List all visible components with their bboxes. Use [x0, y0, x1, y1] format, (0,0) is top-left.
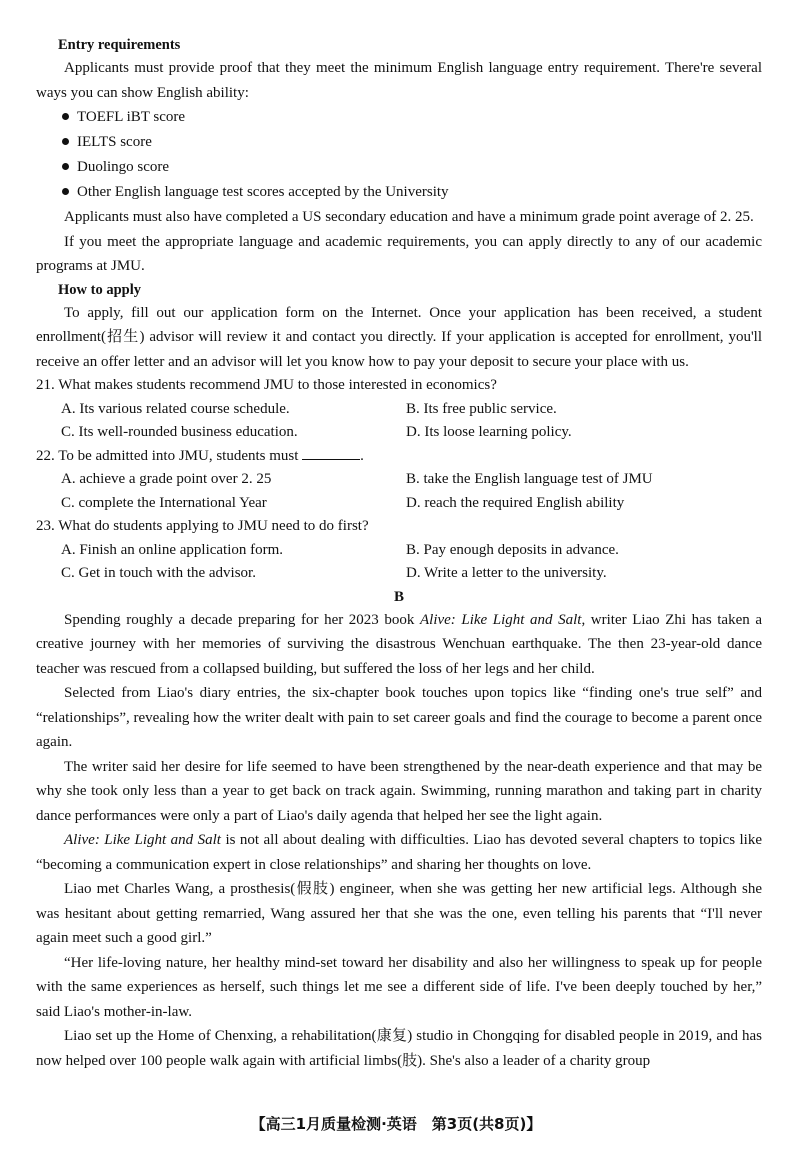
option-d: D. Write a letter to the university. — [406, 565, 607, 581]
passage-b-paragraph-7: Liao set up the Home of Chenxing, a rehabilitation(康复) studio in Chongqing for disabled people in 2019, and has now helped over 100 people walk again with artificial limbs(肢). She's also a leader of a charity group — [36, 1028, 762, 1069]
option-c: C. Get in touch with the advisor. — [61, 565, 256, 581]
passage-b-paragraph-5: Liao met Charles Wang, a prosthesis(假肢) engineer, when she was getting her new artificial legs. Although she was hesitant about getting remarried, Wang assured her that she was the one, even telling his parents that “I'll never again meet such a good girl.” — [36, 881, 762, 946]
bullet-icon — [62, 188, 69, 195]
list-item: Duolingo score — [62, 155, 762, 180]
option-a: A. Its various related course schedule. — [61, 400, 290, 417]
option-d: D. Its loose learning policy. — [406, 424, 572, 440]
options — [36, 398, 762, 445]
option-b: B. Its free public service. — [406, 400, 557, 417]
apply-paragraph: To apply, fill out our application form on the Internet. Once your application has been received, a student enrollment(招生) advisor will review it and contact you directly. If your application is accepted for enrollment, you'll receive an offer letter and an advisor will let you know how to pay your deposit to secure your place with us. — [36, 304, 762, 370]
option-b: B. take the English language test of JMU — [406, 471, 653, 487]
bullet-icon — [62, 163, 69, 170]
options — [36, 539, 762, 586]
question-stem: 21. What makes students recommend JMU to those interested in economics? — [36, 377, 497, 393]
answer-blank — [302, 445, 360, 460]
book-title: Alive: Like Light and Salt — [64, 832, 221, 848]
entry-paragraph-apply-directly: If you meet the appropriate language and academic requirements, you can apply directly to any of our academic programs at JMU. — [36, 233, 762, 274]
bullet-icon — [62, 138, 69, 145]
question-21 — [36, 374, 762, 445]
passage-b-paragraph-3: The writer said her desire for life seemed to have been strengthened by the near-death experience and that may be why she took only less than a year to get back on track again. Swimming, running marathon and taking part in charity dance performances were only a part of Liao's daily agenda that helped her see the light again. — [36, 758, 762, 824]
page-footer: 【高三1月质量检测·英语 第3页(共8页)】 — [250, 1115, 542, 1133]
entry-paragraph-gpa: Applicants must also have completed a US secondary education and have a minimum grade point average of 2. 25. — [64, 209, 754, 225]
entry-requirements-heading: Entry requirements — [58, 37, 181, 53]
option-a: A. Finish an online application form. — [61, 541, 284, 558]
list-item: Other English language test scores accepted by the University — [62, 180, 762, 205]
list-item: TOEFL iBT score — [62, 105, 762, 130]
how-to-apply-heading: How to apply — [58, 281, 141, 298]
option-c: C. complete the International Year — [61, 494, 267, 511]
question-23 — [36, 515, 762, 586]
option-d: D. reach the required English ability — [406, 494, 625, 511]
entry-intro: Applicants must provide proof that they meet the minimum English language entry requirement. There're several ways you can show English ability: — [36, 60, 762, 101]
section-b-letter: B — [393, 588, 404, 605]
passage-b-paragraph-2: Selected from Liao's diary entries, the six-chapter book touches upon topics like “finding one's true self” and “relationships”, revealing how the writer dealt with pain to set career goals and find the courage to become a parent once again. — [36, 685, 762, 750]
test-score-list — [36, 105, 762, 205]
list-item: IELTS score — [62, 130, 762, 155]
passage-b-paragraph-6: “Her life-loving nature, her healthy mind-set toward her disability and also her willingness to speak up for people with the same experiences as herself, such things let me see a different side of life. I've been deeply touched by her,” said Liao's mother-in-law. — [36, 954, 762, 1020]
options — [36, 468, 762, 515]
option-c: C. Its well-rounded business education. — [61, 424, 298, 440]
option-a: A. achieve a grade point over 2. 25 — [61, 471, 272, 487]
question-stem: 23. What do students applying to JMU need to do first? — [36, 518, 369, 534]
passage-b-paragraph-1: Spending roughly a decade preparing for her 2023 book Alive: Like Light and Salt, writer Liao Zhi has taken a creative journey with her memories of surviving the disastrous Wenchuan earthquake. The then 23-year-old dance teacher was rescued from a collapsed building, but suffered the loss of her legs and her child. — [36, 611, 762, 677]
bullet-icon — [62, 113, 69, 120]
option-b: B. Pay enough deposits in advance. — [406, 541, 619, 558]
question-stem: 22. To be admitted into JMU, students must . — [36, 445, 762, 469]
question-22 — [36, 445, 762, 516]
passage-b-paragraph-4: Alive: Like Light and Salt is not all about dealing with difficulties. Liao has devoted several chapters to topics like “becoming a communication expert in close relationships” and sharing her thoughts on love. — [36, 832, 763, 873]
book-title: Alive: Like Light and Salt — [419, 611, 582, 628]
